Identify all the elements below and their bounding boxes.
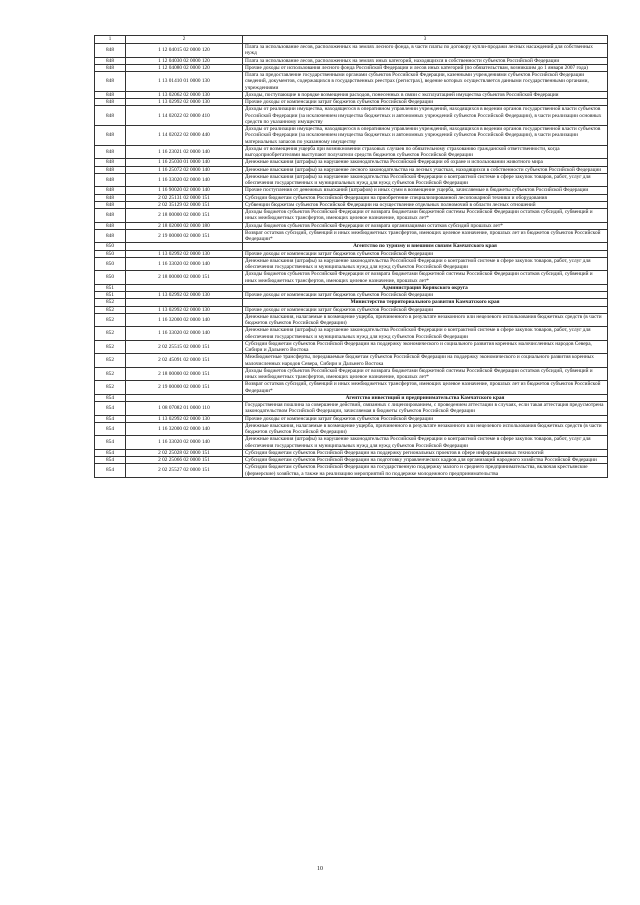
table-row [95, 194, 608, 201]
description-cell: Денежные взыскания, налагаемые в возмещение ущерба, причиненного в результате незаконного или нецелевого использования бюджетных средств (в части бюджетов субъектов Российской Федерации) [243, 422, 608, 436]
description-cell: Прочие доходы от использования лесного фонда Российской Федерации и лесов иных категорий (по обязательствам, возникшим до 1 января 2007 года) [243, 64, 608, 71]
table-row [95, 106, 608, 126]
table-row [95, 187, 608, 194]
table-row [95, 457, 608, 464]
budget-code-cell: 2 02 25028 02 0000 151 [126, 449, 243, 456]
table-row [95, 327, 608, 341]
budget-code-cell: 1 13 01410 01 0000 130 [126, 72, 243, 92]
description-cell: Плата за использование лесов, расположенных на землях лесного фонда, в части платы по договору купли-продажи лесных насаждений для собственных нужд [243, 44, 608, 58]
table-row [95, 159, 608, 166]
admin-code-cell: 854 [95, 394, 126, 401]
table-row [95, 292, 608, 299]
description-cell: Прочие доходы от компенсации затрат бюджетов субъектов Российской Федерации [243, 415, 608, 422]
admin-code-cell: 848 [95, 229, 126, 243]
table-row [95, 436, 608, 450]
description-cell: Прочие доходы от компенсации затрат бюджетов субъектов Российской Федерации [243, 306, 608, 313]
description-cell: Плата за предоставление государственными органами субъектов Российской Федерации, казенными учреждениями субъектов Российской Федерации сведений, документов, содержащихся в государственных реестрах (регистрах), ведение которых осуществляется данными государственными органами, учреждениями [243, 72, 608, 92]
admin-code-cell: 851 [95, 284, 126, 291]
budget-code-cell: 1 16 25072 02 0000 140 [126, 166, 243, 173]
admin-code-cell: 854 [95, 449, 126, 456]
admin-code-cell: 848 [95, 209, 126, 223]
admin-code-cell: 852 [95, 299, 126, 306]
budget-code-cell: 2 02 35129 02 0000 151 [126, 201, 243, 208]
table-row [95, 209, 608, 223]
budget-code-cell: 1 12 04015 02 0000 120 [126, 44, 243, 58]
budget-code-cell: 2 02 25515 02 0000 151 [126, 340, 243, 354]
description-cell: Денежные взыскания (штрафы) за нарушение законодательства Российской Федерации о контрактной системе в сфере закупок товаров, работ, услуг для обеспечения государственных и муниципальных нужд для нужд субъектов Российской Федерации [243, 257, 608, 271]
description-cell: Субсидии бюджетам субъектов Российской Федерации на поддержку экономического и социального развития коренных малочисленных народов Севера, Сибири и Дальнего Востока [243, 340, 608, 354]
admin-code-cell: 854 [95, 457, 126, 464]
column-number-3: 3 [243, 36, 608, 44]
budget-code-cell: 2 18 02000 02 0000 180 [126, 222, 243, 229]
description-cell: Возврат остатков субсидий, субвенций и иных межбюджетных трансфертов, имеющих целевое назначение, прошлых лет из бюджетов субъектов Российской Федерации* [243, 381, 608, 395]
table-row [95, 415, 608, 422]
admin-code-cell: 848 [95, 91, 126, 98]
admin-code-cell: 852 [95, 340, 126, 354]
admin-code-cell: 852 [95, 354, 126, 368]
admin-code-cell: 852 [95, 313, 126, 327]
budget-code-cell: 1 13 02992 02 0000 130 [126, 306, 243, 313]
description-cell: Субсидии бюджетам субъектов Российской Федерации на подготовку управленческих кадров для организаций народного хозяйства Российской Федерации [243, 457, 608, 464]
admin-code-cell: 848 [95, 64, 126, 71]
table-row [95, 449, 608, 456]
description-cell: Прочие доходы от компенсации затрат бюджетов субъектов Российской Федерации [243, 292, 608, 299]
description-cell: Денежные взыскания, налагаемые в возмещение ущерба, причиненного в результате незаконного или нецелевого использования бюджетных средств (в части бюджетов субъектов Российской Федерации) [243, 313, 608, 327]
admin-code-cell: 852 [95, 381, 126, 395]
admin-code-cell: 848 [95, 187, 126, 194]
table-row [95, 166, 608, 173]
section-row [95, 284, 608, 291]
description-cell: Межбюджетные трансферты, передаваемые бюджетам субъектов Российской Федерации на поддержку экономического и социального развития коренных малочисленных народов Севера, Сибири и Дальнего Востока [243, 354, 608, 368]
admin-code-cell: 848 [95, 99, 126, 106]
description-cell: Прочие доходы от компенсации затрат бюджетов субъектов Российской Федерации [243, 99, 608, 106]
budget-code-cell: 2 19 00000 02 0000 151 [126, 229, 243, 243]
description-cell: Субсидии бюджетам субъектов Российской Федерации на государственную поддержку малого и среднего предпринимательства, включая крестьянские (фермерские) хозяйства, а также на реализацию мероприятий по поддержке молодежного предпринимательства [243, 464, 608, 478]
admin-code-cell: 848 [95, 44, 126, 58]
budget-code-cell: 1 16 32000 02 0000 140 [126, 422, 243, 436]
budget-code-cell: 2 02 45091 02 0000 151 [126, 354, 243, 368]
admin-code-cell: 848 [95, 57, 126, 64]
table-header-row [95, 36, 608, 44]
description-cell: Доходы от возмещения ущерба при возникновении страховых случаев по обязательному страхованию гражданской ответственности, когда выгодоприобретателями выступают получатели средств бюджетов субъектов Российской Федерации [243, 145, 608, 159]
description-cell: Прочие доходы от компенсации затрат бюджетов субъектов Российской Федерации [243, 250, 608, 257]
admin-code-cell: 848 [95, 159, 126, 166]
admin-code-cell: 852 [95, 306, 126, 313]
budget-code-cell: 1 16 33020 02 0000 140 [126, 327, 243, 341]
table-row [95, 201, 608, 208]
budget-code-cell: 1 16 25030 01 0000 140 [126, 159, 243, 166]
table-row [95, 99, 608, 106]
description-cell: Министерство территориального развития Камчатского края [243, 299, 608, 306]
budget-code-cell: 2 02 25131 02 0000 151 [126, 194, 243, 201]
admin-code-cell: 850 [95, 257, 126, 271]
budget-code-cell: 2 18 00000 02 0000 151 [126, 271, 243, 285]
description-cell: Прочие поступления от денежных взысканий (штрафов) и иных сумм в возмещение ущерба, зачисляемые в бюджеты субъектов Российской Федерации [243, 187, 608, 194]
budget-code-cell: 1 12 04080 02 0000 120 [126, 64, 243, 71]
budget-code-cell: 1 13 02992 02 0000 130 [126, 99, 243, 106]
description-cell: Доходы бюджетов субъектов Российской Федерации от возврата бюджетами бюджетной системы Российской Федерации остатков субсидий, субвенций и иных межбюджетных трансфертов, имеющих целевое назначение, прошлых лет* [243, 271, 608, 285]
admin-code-cell: 852 [95, 367, 126, 381]
table-row [95, 64, 608, 71]
table-row [95, 126, 608, 146]
table-row [95, 173, 608, 187]
description-cell: Субсидии бюджетам субъектов Российской Федерации на приобретение специализированной лесопожарной техники и оборудования [243, 194, 608, 201]
admin-code-cell: 848 [95, 126, 126, 146]
budget-code-cell: 1 13 02062 02 0000 130 [126, 91, 243, 98]
description-cell: Денежные взыскания (штрафы) за нарушение лесного законодательства на лесных участках, находящихся в собственности субъектов Российской Федерации [243, 166, 608, 173]
table-row [95, 250, 608, 257]
revenue-codes-table [94, 35, 608, 478]
revenue-codes-table-container [94, 35, 608, 478]
budget-code-cell: 1 14 02022 02 0000 440 [126, 126, 243, 146]
description-cell: Агентство по туризму и внешним связям Камчатского края [243, 243, 608, 250]
admin-code-cell: 848 [95, 166, 126, 173]
table-row [95, 271, 608, 285]
admin-code-cell: 854 [95, 436, 126, 450]
budget-code-cell: 1 16 33020 02 0000 140 [126, 257, 243, 271]
table-row [95, 354, 608, 368]
budget-code-cell: 1 16 33020 02 0000 140 [126, 173, 243, 187]
table-row [95, 44, 608, 58]
description-cell: Государственная пошлина за совершение действий, связанных с лицензированием, с проведением аттестации в случаях, если такая аттестация предусмотрена законодательством Российской Федерации, зачисляемая в бюджеты субъектов Российской Федерации [243, 402, 608, 416]
admin-code-cell: 848 [95, 106, 126, 126]
column-number-2: 2 [126, 36, 243, 44]
admin-code-cell: 850 [95, 243, 126, 250]
budget-code-cell: 1 16 32000 02 0000 140 [126, 313, 243, 327]
budget-code-cell: 1 16 23021 02 0000 140 [126, 145, 243, 159]
description-cell: Доходы бюджетов субъектов Российской Федерации от возврата бюджетами бюджетной системы Российской Федерации остатков субсидий, субвенций и иных межбюджетных трансфертов, имеющих целевое назначение, прошлых лет* [243, 367, 608, 381]
budget-code-cell [126, 284, 243, 291]
budget-code-cell: 2 18 00000 02 0000 151 [126, 209, 243, 223]
description-cell: Возврат остатков субсидий, субвенций и иных межбюджетных трансфертов, имеющих целевое назначение, прошлых лет из бюджетов субъектов Российской Федерации* [243, 229, 608, 243]
admin-code-cell: 848 [95, 72, 126, 92]
budget-code-cell: 2 02 25066 02 0000 151 [126, 457, 243, 464]
description-cell: Агентство инвестиций и предпринимательства Камчатского края [243, 394, 608, 401]
description-cell: Денежные взыскания (штрафы) за нарушение законодательства Российской Федерации о контрактной системе в сфере закупок товаров, работ, услуг для обеспечения государственных и муниципальных нужд для нужд субъектов Российской Федерации [243, 436, 608, 450]
description-cell: Доходы, поступающие в порядке возмещения расходов, понесенных в связи с эксплуатацией имущества субъектов Российской Федерации [243, 91, 608, 98]
table-row [95, 422, 608, 436]
budget-code-cell [126, 243, 243, 250]
column-number-1: 1 [95, 36, 126, 44]
admin-code-cell: 848 [95, 173, 126, 187]
admin-code-cell: 848 [95, 201, 126, 208]
description-cell: Доходы бюджетов субъектов Российской Федерации от возврата организациями остатков субсидий прошлых лет* [243, 222, 608, 229]
budget-code-cell: 1 13 02992 02 0000 130 [126, 292, 243, 299]
description-cell: Денежные взыскания (штрафы) за нарушение законодательства Российской Федерации о контрактной системе в сфере закупок товаров, работ, услуг для обеспечения государственных и муниципальных нужд для нужд субъектов Российской Федерации [243, 327, 608, 341]
table-row [95, 340, 608, 354]
budget-code-cell: 2 18 00000 02 0000 151 [126, 367, 243, 381]
description-cell: Денежные взыскания (штрафы) за нарушение законодательства Российской Федерации о контрактной системе в сфере закупок товаров, работ, услуг для обеспечения государственных и муниципальных нужд для нужд субъектов Российской Федерации [243, 173, 608, 187]
description-cell: Доходы от реализации имущества, находящегося в оперативном управлении учреждений, находящихся в ведении органов государственной власти субъектов Российской Федерации (за исключением имущества бюджетных и автономных учреждений субъектов Российской Федерации), в части реализации материальных запасов по указанному имуществу [243, 126, 608, 146]
budget-code-cell: 1 12 04030 02 0000 120 [126, 57, 243, 64]
description-cell: Доходы бюджетов субъектов Российской Федерации от возврата бюджетами бюджетной системы Российской Федерации остатков субсидий, субвенций и иных межбюджетных трансфертов, имеющих целевое назначение, прошлых лет* [243, 209, 608, 223]
admin-code-cell: 848 [95, 145, 126, 159]
section-row [95, 394, 608, 401]
admin-code-cell: 854 [95, 415, 126, 422]
budget-code-cell: 1 08 07082 01 0000 110 [126, 402, 243, 416]
table-row [95, 91, 608, 98]
table-row [95, 313, 608, 327]
admin-code-cell: 848 [95, 194, 126, 201]
table-row [95, 72, 608, 92]
table-row [95, 402, 608, 416]
budget-code-cell: 1 16 33020 02 0000 140 [126, 436, 243, 450]
description-cell: Субсидии бюджетам субъектов Российской Федерации на поддержку региональных проектов в сфере информационных технологий [243, 449, 608, 456]
budget-code-cell: 1 16 90020 02 0000 140 [126, 187, 243, 194]
budget-code-cell [126, 299, 243, 306]
table-row [95, 222, 608, 229]
table-row [95, 367, 608, 381]
admin-code-cell: 850 [95, 250, 126, 257]
description-cell: Денежные взыскания (штрафы) за нарушение законодательства Российской Федерации об охране и использовании животного мира [243, 159, 608, 166]
admin-code-cell: 854 [95, 422, 126, 436]
table-row [95, 145, 608, 159]
table-row [95, 57, 608, 64]
admin-code-cell: 852 [95, 327, 126, 341]
table-row [95, 229, 608, 243]
budget-code-cell: 1 13 02992 02 0000 130 [126, 250, 243, 257]
admin-code-cell: 850 [95, 271, 126, 285]
table-row [95, 381, 608, 395]
section-row [95, 299, 608, 306]
budget-code-cell: 2 02 25527 02 0000 151 [126, 464, 243, 478]
admin-code-cell: 854 [95, 402, 126, 416]
table-row [95, 306, 608, 313]
table-row [95, 257, 608, 271]
table-body [95, 36, 608, 478]
budget-code-cell: 2 19 00000 02 0000 151 [126, 381, 243, 395]
admin-code-cell: 851 [95, 292, 126, 299]
description-cell: Администрация Корякского округа [243, 284, 608, 291]
table-row [95, 464, 608, 478]
budget-code-cell: 1 14 02022 02 0000 410 [126, 106, 243, 126]
budget-code-cell [126, 394, 243, 401]
description-cell: Доходы от реализации имущества, находящегося в оперативном управлении учреждений, находящихся в ведении органов государственной власти субъектов Российской Федерации (за исключением имущества бюджетных и автономных учреждений субъектов Российской Федерации), в части реализации основных средств по указанному имуществу [243, 106, 608, 126]
admin-code-cell: 848 [95, 222, 126, 229]
budget-code-cell: 1 13 02992 02 0000 130 [126, 415, 243, 422]
description-cell: Субвенции бюджетам субъектов Российской Федерации на осуществление отдельных полномочий в области лесных отношений [243, 201, 608, 208]
description-cell: Плата за использование лесов, расположенных на землях иных категорий, находящихся в собственности субъектов Российской Федерации [243, 57, 608, 64]
admin-code-cell: 854 [95, 464, 126, 478]
section-row [95, 243, 608, 250]
page-number: 10 [317, 866, 323, 872]
